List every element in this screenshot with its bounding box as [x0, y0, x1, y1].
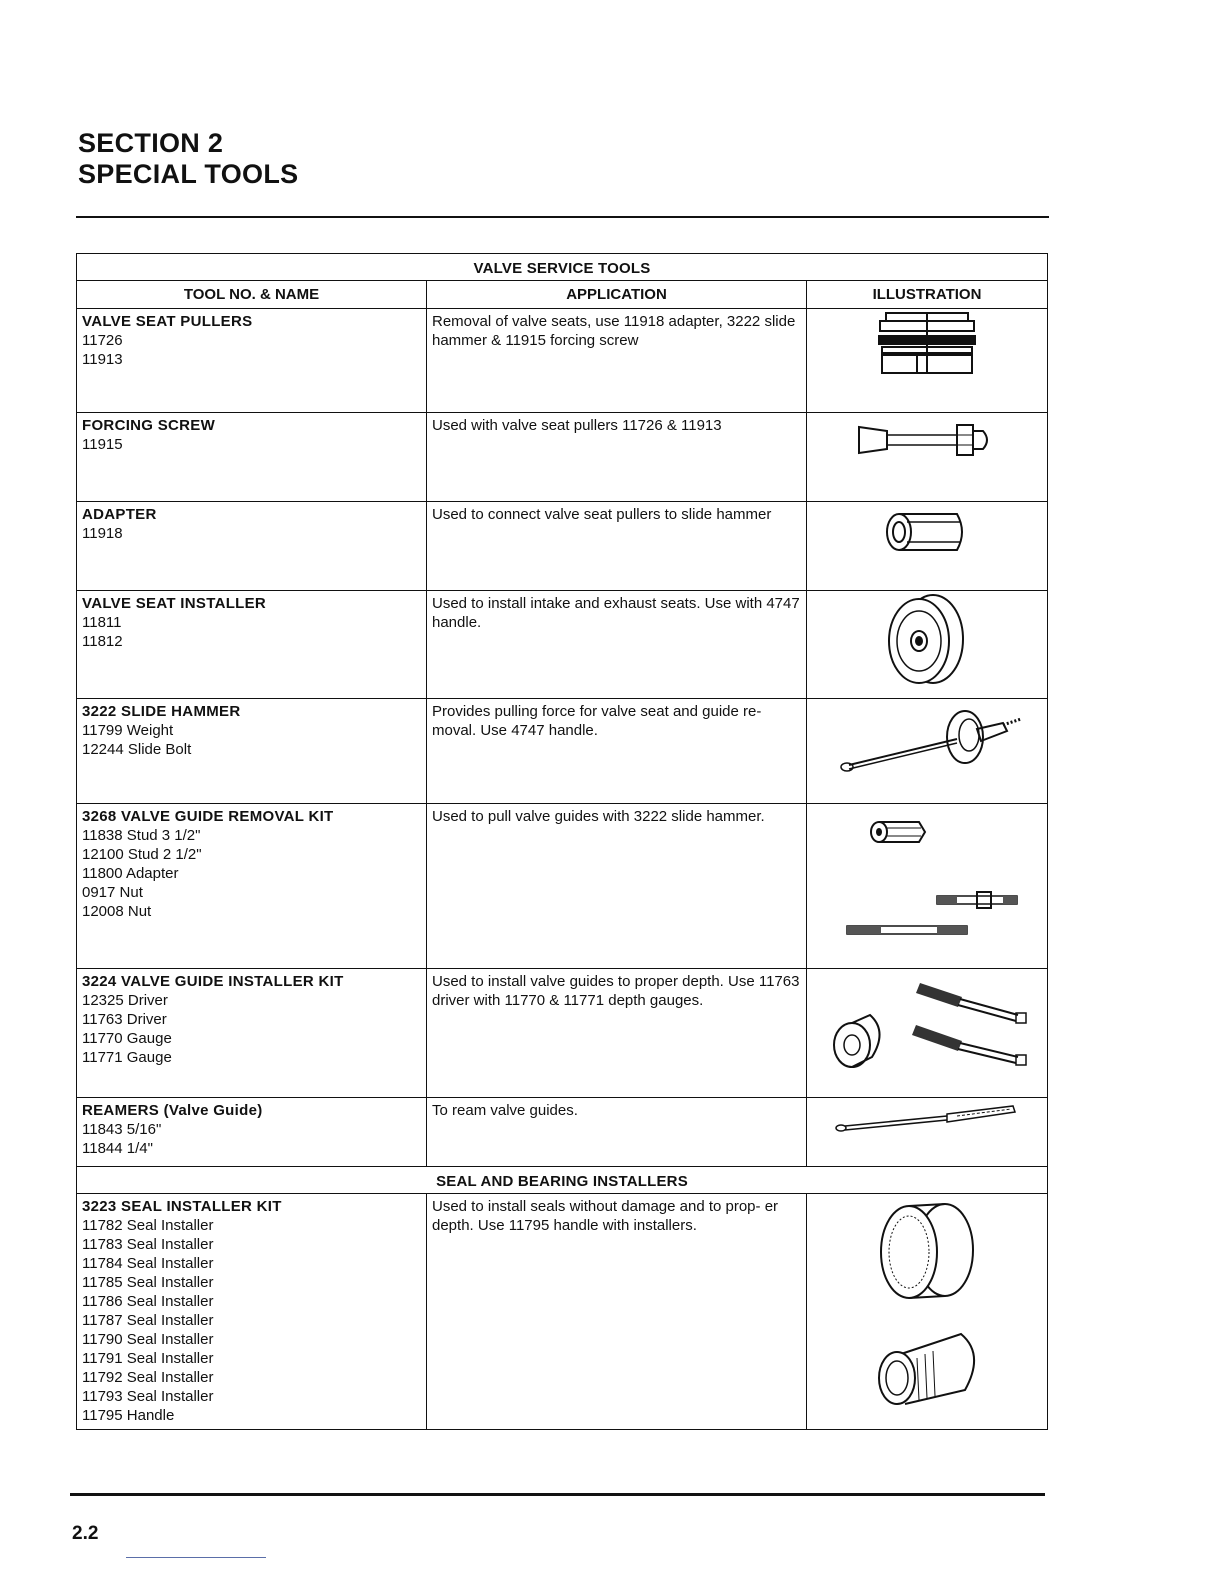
tool-number: 0917 Nut — [82, 884, 143, 901]
application-cell: Used to install intake and exhaust seats. Use with 4747 handle. — [427, 591, 807, 699]
table-row — [77, 591, 1048, 699]
tool-number: 12100 Stud 2 1/2" — [82, 846, 202, 863]
illustration-cell — [807, 502, 1048, 591]
tool-name: 3222 SLIDE HAMMER — [82, 703, 241, 720]
tool-name: REAMERS (Valve Guide) — [82, 1102, 263, 1119]
hex-adapter-icon — [877, 502, 977, 562]
valve-section-title: VALVE SERVICE TOOLS — [77, 254, 1048, 281]
table-row — [77, 413, 1048, 502]
application-cell: To ream valve guides. — [427, 1098, 807, 1167]
forcing-screw-icon — [847, 413, 1007, 467]
tool-number: 11784 Seal Installer — [82, 1255, 214, 1272]
tool-number: 11785 Seal Installer — [82, 1274, 214, 1291]
illustration-cell — [807, 309, 1048, 413]
column-header-row — [77, 281, 1048, 309]
tool-number: 11918 — [82, 525, 123, 542]
tool-number: 11726 — [82, 332, 123, 349]
tool-cell — [77, 699, 427, 804]
application-cell: Used with valve seat pullers 11726 & 11913 — [427, 413, 807, 502]
tool-name: ADAPTER — [82, 506, 157, 523]
footer-rule — [70, 1493, 1045, 1496]
tool-number: 11913 — [82, 351, 123, 368]
tool-number: 11791 Seal Installer — [82, 1350, 214, 1367]
tool-number: 11790 Seal Installer — [82, 1331, 214, 1348]
link-underline — [126, 1557, 266, 1558]
tool-name: VALVE SEAT INSTALLER — [82, 595, 267, 612]
tool-number: 11782 Seal Installer — [82, 1217, 214, 1234]
table-row — [77, 1194, 1048, 1430]
tool-cell — [77, 969, 427, 1098]
tool-number: 11800 Adapter — [82, 865, 179, 882]
slide-hammer-icon — [827, 699, 1027, 779]
tool-cell — [77, 804, 427, 969]
application-cell: Used to install seals without damage and to prop- er depth. Use 11795 handle with installers. — [427, 1194, 807, 1430]
tool-number: 11792 Seal Installer — [82, 1369, 214, 1386]
valve-seat-puller-icon — [872, 309, 982, 375]
application-cell: Removal of valve seats, use 11918 adapter, 3222 slide hammer & 11915 forcing screw — [427, 309, 807, 413]
valve-section-header-row — [77, 254, 1048, 281]
tool-number: 11843 5/16" — [82, 1121, 162, 1138]
section-label: SECTION 2 — [78, 128, 224, 158]
seat-installer-icon — [877, 591, 977, 691]
tool-name: FORCING SCREW — [82, 417, 216, 434]
special-tools-table — [76, 253, 1048, 1430]
tool-cell — [77, 1098, 427, 1167]
seal-section-title: SEAL AND BEARING INSTALLERS — [77, 1167, 1048, 1194]
guide-installer-kit-icon — [812, 969, 1042, 1089]
illustration-cell — [807, 1098, 1048, 1167]
tool-number: 11771 Gauge — [82, 1049, 172, 1066]
application-cell: Used to install valve guides to proper depth. Use 11763 driver with 11770 & 11771 depth gauges. — [427, 969, 807, 1098]
tool-number: 12008 Nut — [82, 903, 152, 920]
tool-name: VALVE SEAT PULLERS — [82, 313, 253, 330]
column-header-application: APPLICATION — [427, 281, 807, 309]
tool-number: 11786 Seal Installer — [82, 1293, 214, 1310]
header-rule — [76, 216, 1049, 218]
tool-number: 12244 Slide Bolt — [82, 741, 192, 758]
tool-name: 3224 VALVE GUIDE INSTALLER KIT — [82, 973, 344, 990]
tool-number: 11915 — [82, 436, 123, 453]
tool-number: 11763 Driver — [82, 1011, 167, 1028]
seal-section-header-row — [77, 1167, 1048, 1194]
application-cell: Used to pull valve guides with 3222 slide hammer. — [427, 804, 807, 969]
page-title: SPECIAL TOOLS — [78, 159, 299, 189]
illustration-cell — [807, 969, 1048, 1098]
column-header-illustration: ILLUSTRATION — [807, 281, 1048, 309]
tool-number: 11811 — [82, 614, 122, 631]
table-row — [77, 309, 1048, 413]
illustration-cell — [807, 591, 1048, 699]
illustration-cell — [807, 804, 1048, 969]
tool-number: 11783 Seal Installer — [82, 1236, 214, 1253]
illustration-cell — [807, 699, 1048, 804]
table-row — [77, 969, 1048, 1098]
table-row — [77, 804, 1048, 969]
application-cell: Used to connect valve seat pullers to slide hammer — [427, 502, 807, 591]
tool-number: 11793 Seal Installer — [82, 1388, 214, 1405]
tool-name: 3223 SEAL INSTALLER KIT — [82, 1198, 282, 1215]
illustration-cell — [807, 413, 1048, 502]
application-cell: Provides pulling force for valve seat and guide re- moval. Use 4747 handle. — [427, 699, 807, 804]
tool-cell — [77, 413, 427, 502]
tool-number: 11795 Handle — [82, 1407, 175, 1424]
tool-cell — [77, 309, 427, 413]
guide-removal-kit-icon — [827, 804, 1027, 944]
tool-number: 12325 Driver — [82, 992, 168, 1009]
tool-number: 11799 Weight — [82, 722, 174, 739]
tool-cell — [77, 591, 427, 699]
table-row — [77, 1098, 1048, 1167]
illustration-cell — [807, 1194, 1048, 1430]
tool-number: 11812 — [82, 633, 123, 650]
tool-number: 11770 Gauge — [82, 1030, 172, 1047]
page-heading — [78, 128, 298, 190]
tool-number: 11844 1/4" — [82, 1140, 153, 1157]
seal-installer-kit-icon — [857, 1194, 997, 1414]
tool-number: 11838 Stud 3 1/2" — [82, 827, 201, 844]
table-row — [77, 699, 1048, 804]
tool-cell — [77, 1194, 427, 1430]
tool-name: 3268 VALVE GUIDE REMOVAL KIT — [82, 808, 334, 825]
tool-cell — [77, 502, 427, 591]
page-number: 2.2 — [72, 1523, 99, 1544]
reamer-icon — [827, 1098, 1027, 1138]
table-row — [77, 502, 1048, 591]
tool-number: 11787 Seal Installer — [82, 1312, 214, 1329]
column-header-tool: TOOL NO. & NAME — [77, 281, 427, 309]
